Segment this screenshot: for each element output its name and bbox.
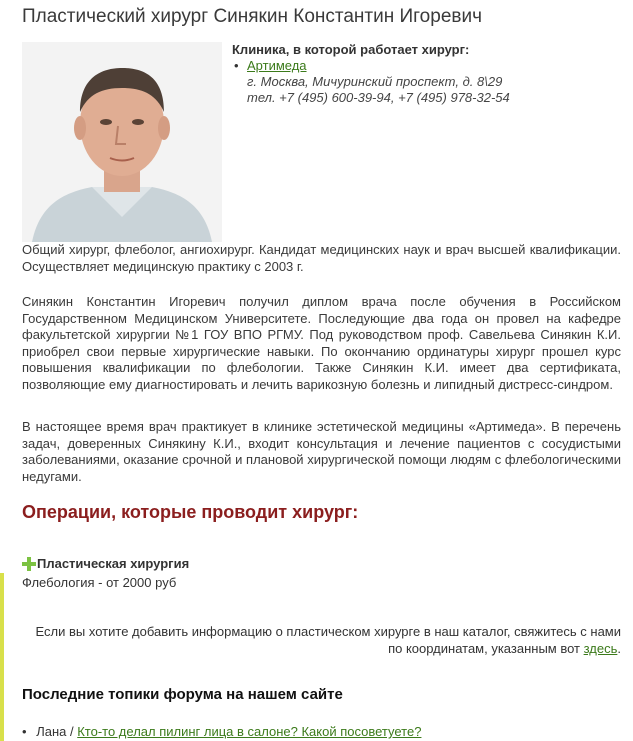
clinic-heading: Клиника, в которой работает хирург: bbox=[232, 42, 470, 57]
contact-note bbox=[22, 623, 621, 657]
bullet-icon: • bbox=[234, 58, 239, 73]
bio-paragraph-2: Синякин Константин Игоревич получил диплом врача после обучения в Российском Государственном Медицинском Университете. Последующие два года он провел на кафедре факультетской хирургии №1 ГОУ ВПО РГМУ. Под руководством проф. Савельева Синякин К.И. приобрел свои первые хирургические навыки. По окончанию ординатуры хирург прошел курс повышения квалификации по флебологии. Также Синякин К.И. имеет два сертификата, позволяющие ему диагностировать и лечить варикозную болезнь и липидный дистресс-синдром. bbox=[22, 294, 621, 392]
operations-heading: Операции, которые проводит хирург: bbox=[22, 502, 359, 522]
operation-item: Флебология - от 2000 руб bbox=[22, 575, 177, 590]
surgeon-photo bbox=[22, 42, 222, 242]
contact-end: . bbox=[617, 641, 621, 656]
bullet-icon: • bbox=[22, 724, 27, 739]
operation-category-label: Пластическая хирургия bbox=[37, 556, 190, 571]
bio-paragraph-3: В настоящее время врач практикует в клинике эстетической медицины «Артимеда». В перечень задач, доверенных Синякину К.И., входит консультация и лечение пациентов с сосудистыми заболеваниями, оказание срочной и плановой хирургической помощи людям с флебологическими недугами. bbox=[22, 419, 621, 484]
plus-icon bbox=[22, 557, 36, 571]
contact-text: Если вы хотите добавить информацию о пластическом хирурге в наш каталог, свяжитесь с нами по координатам, указанным вот bbox=[35, 624, 621, 656]
forum-list-item bbox=[22, 724, 421, 739]
bio-paragraph-1: Общий хирург, флеболог, ангиохирург. Кандидат медицинских наук и врач высшей квалификации. Осуществляет медицинскую практику с 2003 г. bbox=[22, 242, 621, 274]
clinic-block bbox=[232, 42, 510, 106]
clinic-address: г. Москва, Мичуринский проспект, д. 8\29 bbox=[247, 74, 503, 89]
clinic-list-item bbox=[232, 58, 510, 74]
clinic-phones: тел. +7 (495) 600-39-94, +7 (495) 978-32-54 bbox=[247, 90, 510, 105]
forum-topic-link[interactable]: Кто-то делал пилинг лица в салоне? Какой посоветуете? bbox=[77, 724, 422, 739]
page-title: Пластический хирург Синякин Константин Игоревич bbox=[22, 6, 482, 27]
contact-link[interactable]: здесь bbox=[583, 641, 618, 656]
clinic-link[interactable]: Артимеда bbox=[247, 58, 307, 73]
forum-author: Лана / bbox=[36, 724, 74, 739]
left-accent-bar bbox=[0, 573, 4, 741]
forum-heading: Последние топики форума на нашем сайте bbox=[22, 686, 343, 703]
operation-category bbox=[22, 556, 189, 571]
